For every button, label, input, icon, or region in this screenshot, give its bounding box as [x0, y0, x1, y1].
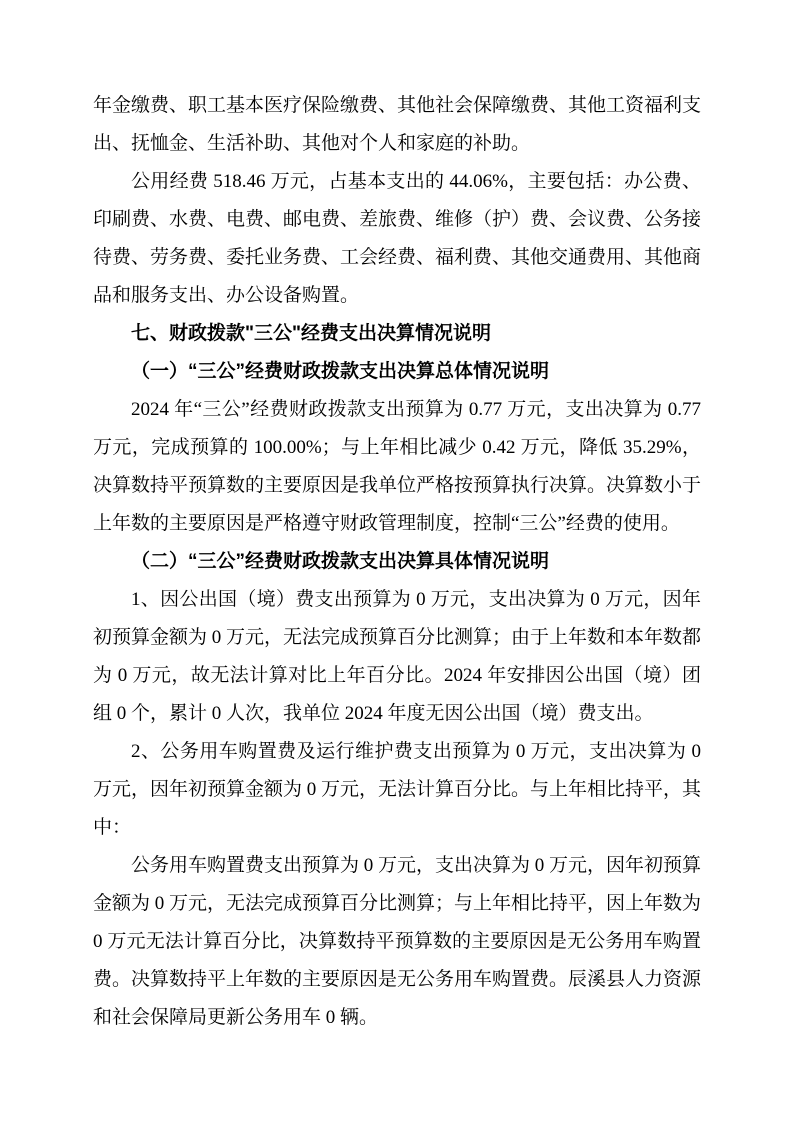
paragraph-vehicle-expense: 2、公务用车购置费及运行维护费支出预算为 0 万元，支出决算为 0 万元，因年初预算金额为 0 万元，无法计算百分比。与上年相比持平，其中：	[93, 741, 702, 838]
heading-section-seven: 七、财政拨款"三公"经费支出决算情况说明	[131, 323, 492, 344]
document-content	[93, 87, 701, 1037]
paragraph-three-public-overview: 2024 年“三公”经费财政拨款支出预算为 0.77 万元，支出决算为 0.77 万元，完成预算的 100.00%；与上年相比减少 0.42 万元，降低 35.29%，决算数持平预算数的主要原因是我单位严格按预算执行决算。决算数小于上年数的主要原因是严格遵守财政管理制度，控制“三公”经费的使用。	[93, 399, 702, 534]
paragraph-abroad-expense: 1、因公出国（境）费支出预算为 0 万元，支出决算为 0 万元，因年初预算金额为 0 万元，无法完成预算百分比测算；由于上年数和本年数都为 0 万元，故无法计算对比上年百分比。2024 年安排因公出国（境）团组 0 个，累计 0 人次，我单位 2024 年度无因公出国（境）费支出。	[93, 589, 702, 724]
paragraph-vehicle-purchase-detail: 公务用车购置费支出预算为 0 万元，支出决算为 0 万元，因年初预算金额为 0 万元，无法完成预算百分比测算；与上年相比持平，因上年数为 0 万元无法计算百分比，决算数持平预算数的主要原因是无公务用车购置费。决算数持平上年数的主要原因是无公务用车购置费。辰溪县人力资源和社会保障局更新公务用车 0 辆。	[93, 855, 702, 1028]
heading-sub-two-details: （二）“三公”经费财政拨款支出决算具体情况说明	[131, 551, 550, 572]
paragraph-public-funds: 公用经费 518.46 万元，占基本支出的 44.06%，主要包括：办公费、印刷费、水费、电费、邮电费、差旅费、维修（护）费、会议费、公务接待费、劳务费、委托业务费、工会经费、福利费、其他交通费用、其他商品和服务支出、办公设备购置。	[93, 171, 702, 306]
heading-sub-one-overview: （一）“三公”经费财政拨款支出决算总体情况说明	[131, 361, 550, 382]
paragraph-welfare-continuation: 年金缴费、职工基本医疗保险缴费、其他社会保障缴费、其他工资福利支出、抚恤金、生活补助、其他对个人和家庭的补助。	[93, 95, 702, 154]
